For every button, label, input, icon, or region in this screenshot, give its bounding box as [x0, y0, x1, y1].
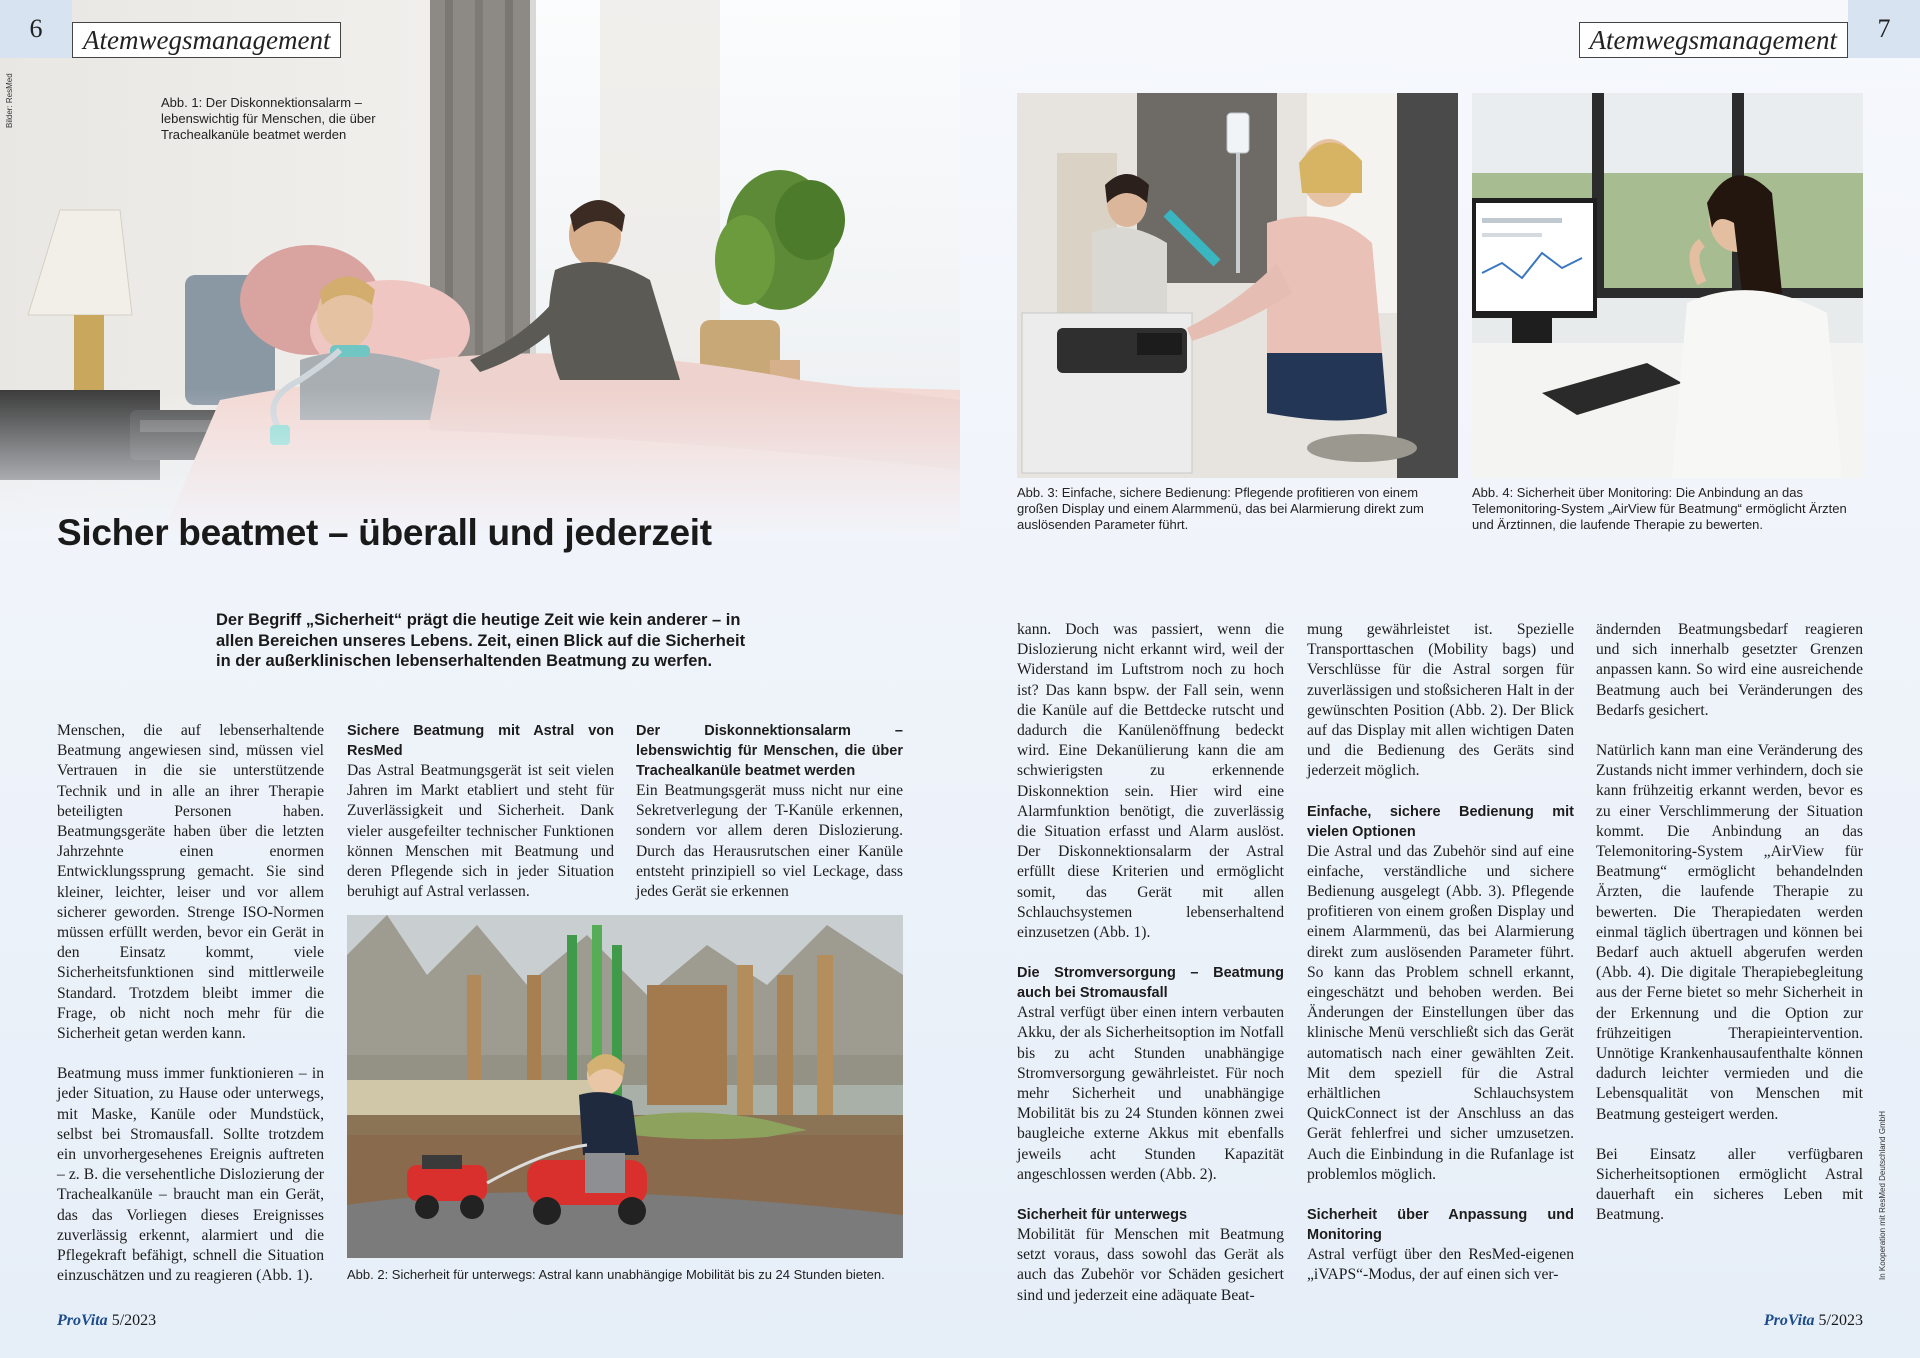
footer-right [1764, 1312, 1863, 1330]
body-paragraph: Natürlich kann man eine Veränderung des Zustands nicht immer verhindern, doch sie kann frühzeitig erkannt werden, bevor es zu einer Verschlimmerung der Situation kommt. Die Anbindung an das Telemonitoring-System „AirView für Beatmung“ ermöglicht behandelnden Ärzten, die laufende Therapie zu bewerten. Die Therapiedaten werden einmal täglich übertragen und können bei Bedarf auch aktuell abgerufen werden (Abb. 4). Die digitale Therapiebegleitung aus der Ferne bietet so mehr Sicherheit in der Erkennung und die Option zur frühzeitigen Therapieintervention. Unnötige Krankenhausaufenthalte können dadurch leichter vermieden und die Lebensqualität von Menschen mit Beatmung gesteigert werden. [1596, 742, 1863, 1123]
body-paragraph: ändernden Beatmungsbedarf reagieren und sich innerhalb gesetzter Grenzen anpassen kann. So wird eine ausreichende Beatmung auch bei Veränderungen des Bedarfs gesichert. [1596, 621, 1863, 719]
section-title-left: Atemwegsmanagement [72, 22, 341, 58]
fig3-nurse-ventilator-photo [1017, 93, 1458, 478]
body-paragraph: kann. Doch was passiert, wenn die Dislozierung nicht erkannt wird, weil der Widerstand im Luftstrom noch zu hoch ist? Das kann bspw. der Fall sein, wenn die Kanüle auf die Bettdecke rutscht und dadurch die Kanülenöffnung bedeckt wird. Eine Dekanülierung kann die am schwierigsten zu erkennende Diskonnektion sein. Hier wird eine Alarmfunktion benötigt, die zuverlässig die Situation erfasst und Alarm auslöst. Der Diskonnektionsalarm der Astral erfüllt diese Kriterien und ermöglicht somit, das Gerät mit allen Schlauchsystemen lebenserhaltend einzusetzen (Abb. 1). [1017, 621, 1284, 942]
body-paragraph: Beatmung muss immer funktionieren – in jeder Situation, zu Hause oder unterwegs, mit Maske, Kanüle oder Mundstück, selbst bei Stromausfall. Sollte trotzdem ein unvorhergesehenes Ereignis auftreten – z. B. die versehentliche Dislozierung der Trachealkanüle – braucht man ein Gerät, das das Vorliegen dieses Ereignisses zuverlässig erkennt, alarmiert und die Pflegekraft befähigt, schnell die Situation einzuschätzen und zu reagieren (Abb. 1). [57, 1065, 324, 1285]
footer-brand: ProVita [1763, 1312, 1815, 1329]
body-paragraph: Ein Beatmungsgerät muss nicht nur eine Sekretverlegung der T-Kanüle erkennen, sondern vor allem deren Dislozierung. Durch das Herausrutschen einer Kanüle entsteht prinzipiell so viel Leckage, dass jedes Gerät sie erkennen [636, 782, 903, 901]
body-paragraph: Bei Einsatz aller verfügbaren Sicherheitsoptionen ermöglicht Astral dauerhaft ein sicheres Leben mit Beatmung. [1596, 1145, 1863, 1224]
footer-left [57, 1312, 156, 1330]
subheading-operation: Einfache, sichere Bedienung mit vielen Optionen [1307, 803, 1574, 840]
right-column-1 [1017, 620, 1284, 1326]
subheading-disconnect-alarm: Der Diskonnektionsalarm – lebenswichtig für Menschen, die über Trachealkanüle beatmet werden [636, 723, 903, 779]
footer-brand: ProVita [57, 1312, 108, 1329]
right-page [960, 0, 1920, 1358]
body-paragraph: Mobilität für Menschen mit Beatmung setzt voraus, dass sowohl das Gerät als auch das Zubehör vor Schäden gesichert sind und jederzeit eine adäquate Beat- [1017, 1226, 1284, 1304]
right-column-3 [1596, 620, 1863, 1246]
article-headline: Sicher beatmet – überall und jederzeit [57, 512, 712, 553]
article-lead: Der Begriff „Sicherheit“ prägt die heutige Zeit wie kein anderer – in allen Bereichen unseres Lebens. Zeit, einen Blick auf die Sicherheit in der außerklinischen lebenserhaltenden Beatmung zu werfen. [216, 611, 746, 670]
left-column-2 [347, 721, 614, 922]
fig4-doctor-monitoring-photo [1472, 93, 1863, 478]
fig2-caption: Abb. 2: Sicherheit für unterwegs: Astral kann unabhängige Mobilität bis zu 24 Stunden bieten. [347, 1267, 885, 1282]
cooperation-note: In Kooperation mit ResMed Deutschland GmbH [1878, 1111, 1887, 1280]
body-paragraph: Astral verfügt über einen intern verbauten Akku, der als Sicherheitsoption im Notfall bis zu acht Stunden unabhängige Stromversorgung gewährleistet. Für noch mehr Sicherheit und unabhängige Mobilität bis zu 24 Stunden können zwei baugleiche externe Akkus mit ebenfalls jeweils acht Stunden Kapazität angeschlossen werden (Abb. 2). [1017, 1004, 1284, 1183]
subheading-power-supply: Die Stromversorgung – Beatmung auch bei Stromausfall [1017, 965, 1284, 1002]
body-paragraph: Die Astral und das Zubehör sind auf eine einfache, verständliche und sichere Bedienung ausgelegt (Abb. 3). Pflegende profitieren von einem großen Display und einem Alarmmenü, das bei Alarmierung direkt zum auslösenden Parameter führt. So kann das Problem schnell erkannt, eingeschätzt und behoben werden. Bei Änderungen der Einstellungen über das klinische Menü verschließt sich das Gerät automatisch nach einer gewählten Zeit. Mit dem speziell für die Astral erhältlichen Schlauchsystem QuickConnect ist der Anschluss an das Gerät fehlerfrei und sicher umzusetzen. Auch die Einbindung in die Rufanlage ist problemlos möglich. [1307, 842, 1574, 1183]
fig1-caption: Abb. 1: Der Diskonnektionsalarm – lebenswichtig für Menschen, die über Trachealkanüle beatmet werden [161, 95, 376, 142]
fig4-caption: Abb. 4: Sicherheit über Monitoring: Die Anbindung an das Telemonitoring-System „AirView für Beatmung“ ermöglicht Ärzten und Ärztinnen, die laufende Therapie zu bewerten. [1472, 485, 1847, 532]
subheading-astral: Sichere Beatmung mit Astral von ResMed [347, 723, 614, 759]
subheading-mobility: Sicherheit für unterwegs [1017, 1207, 1188, 1224]
section-title-right: Atemwegsmanagement [1579, 22, 1848, 58]
body-paragraph: Menschen, die auf lebenserhaltende Beatmung angewiesen sind, müssen viel Vertrauen in die sie unterstützende Technik und in alle an ihrer Therapie beteiligten Personen haben. Beatmungsgeräte haben über die letzten Jahrzehnte einen enormen Entwicklungssprung gemacht. Sie sind kleiner, leichter, leiser und vor allem sicherer geworden. Strenge ISO-Normen müssen erfüllt werden, bevor ein Gerät in den Einsatz kommt, viele Sicherheitsfunktionen sind mittlerweile Standard. Trotzdem bleibt immer die Frage, ob nicht noch mehr für die Sicherheit getan werden kann. [57, 722, 324, 1043]
left-column-1 [57, 721, 324, 1306]
photo-credit: Bilder: ResMed [5, 73, 14, 128]
page-number-left: 6 [0, 0, 72, 58]
footer-issue: 5/2023 [111, 1312, 157, 1329]
body-paragraph: Astral verfügt über den ResMed-eigenen „iVAPS“-Modus, der auf einen sich ver- [1307, 1246, 1574, 1284]
fig3-caption: Abb. 3: Einfache, sichere Bedienung: Pflegende profitieren von einem großen Display und einem Alarmmenü, das bei Alarmierung direkt zum auslösenden Parameter führt. [1017, 485, 1424, 532]
right-column-2 [1307, 620, 1574, 1305]
fig1-hospital-bed-photo [0, 0, 960, 540]
footer-issue: 5/2023 [1818, 1312, 1863, 1329]
body-paragraph: Das Astral Beatmungsgerät ist seit vielen Jahren im Markt etabliert und steht für Zuverlässigkeit und Sicherheit. Dank vieler ausgefeilter technischer Funktionen können Menschen mit Beatmung und deren Pflegende sich in jeder Situation beruhigt auf Astral verlassen. [347, 762, 614, 901]
fig2-playground-photo [347, 915, 903, 1258]
subheading-monitoring: Sicherheit über Anpassung und Monitoring [1307, 1207, 1574, 1244]
body-paragraph: mung gewährleistet ist. Spezielle Transporttaschen (Mobility bags) und Verschlüsse für die Astral sorgen für zuverlässigen und stoßsicheren Halt in der gewünschten Position (Abb. 2). Der Blick auf das Display mit allen wichtigen Daten und die Bedienung des Geräts sind jederzeit möglich. [1307, 621, 1574, 780]
left-column-3 [636, 721, 903, 922]
page-number-right: 7 [1848, 0, 1920, 58]
